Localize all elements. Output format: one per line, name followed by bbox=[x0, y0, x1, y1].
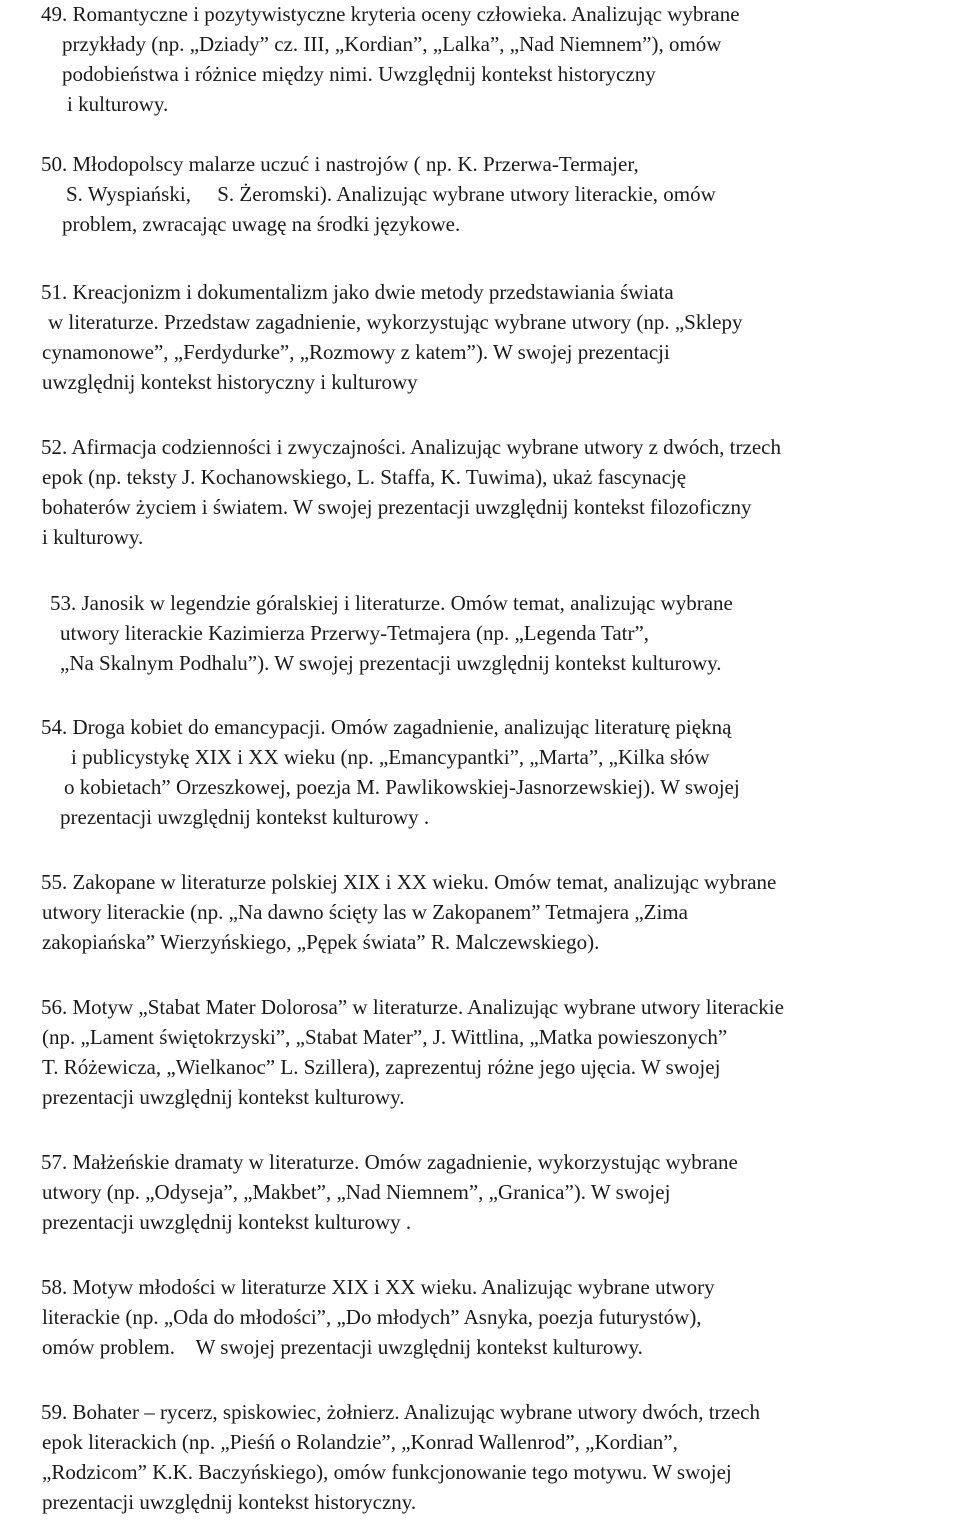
item-58-line-3: omów problem. W swojej prezentacji uwzględnij kontekst kulturowy. bbox=[42, 1335, 643, 1359]
item-57-line-2: utwory (np. „Odyseja”, „Makbet”, „Nad Niemnem”, „Granica”). W swojej bbox=[42, 1180, 671, 1204]
item-49-line-3: podobieństwa i różnice między nimi. Uwzględnij kontekst historyczny bbox=[62, 62, 656, 86]
item-54-line-3: o kobietach” Orzeszkowej, poezja M. Pawlikowskiej-Jasnorzewskiej). W swojej bbox=[64, 775, 740, 799]
item-56-line-4: prezentacji uwzględnij kontekst kulturowy. bbox=[42, 1085, 405, 1109]
item-52-line-2: epok (np. teksty J. Kochanowskiego, L. Staffa, K. Tuwima), ukaż fascynację bbox=[42, 465, 687, 489]
item-59-line-3: „Rodzicom” K.K. Baczyńskiego), omów funkcjonowanie tego motywu. W swojej bbox=[42, 1460, 732, 1484]
item-51-line-4: uwzględnij kontekst historyczny i kulturowy bbox=[42, 370, 418, 394]
item-51-line-2: w literaturze. Przedstaw zagadnienie, wykorzystując wybrane utwory (np. „Sklepy bbox=[48, 310, 743, 334]
item-55-line-1: 55. Zakopane w literaturze polskiej XIX i XX wieku. Omów temat, analizując wybrane bbox=[41, 870, 777, 894]
item-59-line-1: 59. Bohater – rycerz, spiskowiec, żołnierz. Analizując wybrane utwory dwóch, trzech bbox=[41, 1400, 760, 1424]
item-53-line-1: 53. Janosik w legendzie góralskiej i literaturze. Omów temat, analizując wybrane bbox=[50, 591, 733, 615]
item-49-line-1: 49. Romantyczne i pozytywistyczne kryteria oceny człowieka. Analizując wybrane bbox=[41, 2, 740, 26]
item-54-line-1: 54. Droga kobiet do emancypacji. Omów zagadnienie, analizując literaturę piękną bbox=[41, 715, 732, 739]
item-57-line-1: 57. Małżeńskie dramaty w literaturze. Omów zagadnienie, wykorzystując wybrane bbox=[41, 1150, 738, 1174]
item-55-line-2: utwory literackie (np. „Na dawno ścięty las w Zakopanem” Tetmajera „Zima bbox=[42, 900, 688, 924]
item-57-line-3: prezentacji uwzględnij kontekst kulturowy . bbox=[42, 1210, 412, 1234]
item-55-line-3: zakopiańska” Wierzyńskiego, „Pępek świata” R. Malczewskiego). bbox=[42, 930, 600, 954]
item-58-line-1: 58. Motyw młodości w literaturze XIX i XX wieku. Analizując wybrane utwory bbox=[41, 1275, 715, 1299]
item-50-line-1: 50. Młodopolscy malarze uczuć i nastrojów ( np. K. Przerwa-Termajer, bbox=[41, 152, 639, 176]
item-53-line-3: „Na Skalnym Podhalu”). W swojej prezentacji uwzględnij kontekst kulturowy. bbox=[60, 651, 722, 675]
item-53-line-2: utwory literackie Kazimierza Przerwy-Tetmajera (np. „Legenda Tatr”, bbox=[60, 621, 650, 645]
item-54-line-4: prezentacji uwzględnij kontekst kulturowy . bbox=[60, 805, 430, 829]
item-56-line-2: (np. „Lament świętokrzyski”, „Stabat Mater”, J. Wittlina, „Matka powieszonych” bbox=[42, 1025, 728, 1049]
item-49-line-4: i kulturowy. bbox=[67, 92, 169, 116]
item-56-line-3: T. Różewicza, „Wielkanoc” L. Szillera), zaprezentuj różne jego ujęcia. W swojej bbox=[42, 1055, 721, 1079]
item-50-line-2: S. Wyspiański, S. Żeromski). Analizując wybrane utwory literackie, omów bbox=[66, 182, 716, 206]
item-56-line-1: 56. Motyw „Stabat Mater Dolorosa” w literaturze. Analizując wybrane utwory literackie bbox=[41, 995, 784, 1019]
item-59-line-4: prezentacji uwzględnij kontekst historyczny. bbox=[42, 1490, 417, 1514]
item-51-line-1: 51. Kreacjonizm i dokumentalizm jako dwie metody przedstawiania świata bbox=[41, 280, 674, 304]
item-52-line-3: bohaterów życiem i światem. W swojej prezentacji uwzględnij kontekst filozoficzny bbox=[42, 495, 752, 519]
item-58-line-2: literackie (np. „Oda do młodości”, „Do młodych” Asnyka, poezja futurystów), bbox=[42, 1305, 702, 1329]
item-50-line-3: problem, zwracając uwagę na środki językowe. bbox=[62, 212, 461, 236]
item-59-line-2: epok literackich (np. „Pieśń o Rolandzie”, „Konrad Wallenrod”, „Kordian”, bbox=[42, 1430, 678, 1454]
item-52-line-1: 52. Afirmacja codzienności i zwyczajności. Analizując wybrane utwory z dwóch, trzech bbox=[41, 435, 781, 459]
item-54-line-2: i publicystykę XIX i XX wieku (np. „Emancypantki”, „Marta”, „Kilka słów bbox=[71, 745, 710, 769]
item-51-line-3: cynamonowe”, „Ferdydurke”, „Rozmowy z katem”). W swojej prezentacji bbox=[42, 340, 670, 364]
item-49-line-2: przykłady (np. „Dziady” cz. III, „Kordian”, „Lalka”, „Nad Niemnem”), omów bbox=[62, 32, 722, 56]
item-52-line-4: i kulturowy. bbox=[42, 525, 144, 549]
